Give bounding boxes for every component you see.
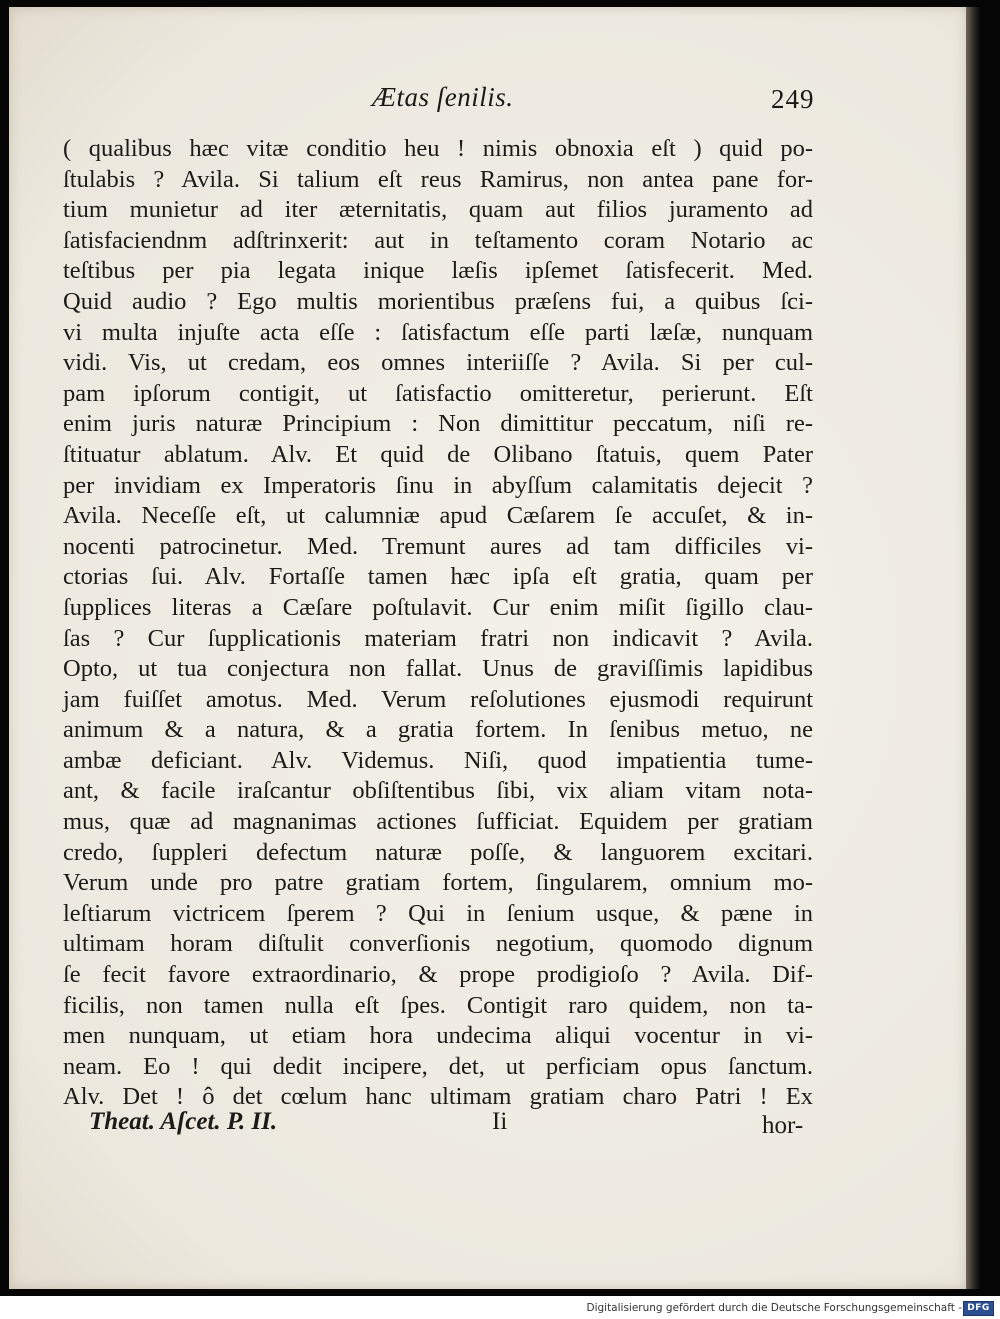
text-line: tium munietur ad iter æternitatis, quam aut filios juramento ad — [63, 196, 813, 224]
body-text — [63, 134, 813, 1113]
text-line: Alv. Det ! ô det cœlum hanc ultimam gratiam charo Patri ! Ex — [63, 1083, 813, 1111]
page-edge — [966, 7, 980, 1289]
text-line: nocenti patrocinetur. Med. Tremunt aures ad tam difficiles vi- — [63, 532, 813, 560]
text-line: ſtituatur ablatum. Alv. Et quid de Olibano ſtatuis, quem Pater — [63, 440, 813, 468]
text-line: ſe fecit favore extraordinario, & prope prodigioſo ? Avila. Dif- — [63, 961, 813, 989]
text-line: pam ipſorum contigit, ut ſatisfactio omitteretur, perierunt. Eſt — [63, 379, 813, 407]
text-line: Verum unde pro patre gratiam fortem, ſingularem, omnium mo- — [63, 869, 813, 897]
text-line: ficilis, non tamen nulla eſt ſpes. Contigit raro quidem, non ta- — [63, 991, 813, 1019]
text-line: Quid audio ? Ego multis morientibus præſens fui, a quibus ſci- — [63, 287, 813, 315]
text-line: enim juris naturæ Principium : Non dimittitur peccatum, niſi re- — [63, 410, 813, 438]
text-line: neam. Eo ! qui dedit incipere, det, ut perficiam opus ſanctum. — [63, 1052, 813, 1080]
text-line: ambæ deficiant. Alv. Videmus. Niſi, quod impatientia tume- — [63, 746, 813, 774]
text-line: men nunquam, ut etiam hora undecima aliqui vocentur in vi- — [63, 1022, 813, 1050]
signature-mark: Theat. Aſcet. P. II. — [89, 1108, 278, 1135]
text-line: ſas ? Cur ſupplicationis materiam fratri non indicavit ? Avila. — [63, 624, 813, 652]
text-line: ctorias ſui. Alv. Fortaſſe tamen hæc ipſa eſt gratia, quam per — [63, 563, 813, 591]
catchword: hor- — [762, 1112, 804, 1139]
text-line: mus, quæ ad magnanimas actiones ſufficiat. Equidem per gratiam — [63, 808, 813, 836]
text-line: per invidiam ex Imperatoris ſinu in abyſſum calamitatis dejecit ? — [63, 471, 813, 499]
text-line: teſtibus per pia legata inique læſis ipſemet ſatisfecerit. Med. — [63, 257, 813, 285]
text-line: credo, ſuppleri defectum naturæ poſſe, & languorem excitari. — [63, 838, 813, 866]
text-line: vi multa injuſte acta eſſe : ſatisfactum eſſe parti læſæ, nunquam — [63, 318, 813, 346]
text-line: vidi. Vis, ut credam, eos omnes interiiſſe ? Avila. Si per cul- — [63, 349, 813, 377]
funding-credit: Digitalisierung gefördert durch die Deutsche Forschungsgemeinschaft - — [586, 1302, 962, 1314]
gathering-mark: Ii — [492, 1108, 508, 1135]
text-line: ( qualibus hæc vitæ conditio heu ! nimis obnoxia eſt ) quid po- — [63, 135, 813, 162]
text-line: ultimam horam diſtulit converſionis negotium, quomodo dignum — [63, 930, 813, 958]
text-line: animum & a natura, & a gratia fortem. In ſenibus metuo, ne — [63, 716, 813, 744]
text-line: jam fuiſſet amotus. Med. Verum reſolutiones ejusmodi requirunt — [63, 685, 813, 713]
running-head: Ætas ſenilis. — [372, 82, 514, 112]
text-line: Opto, ut tua conjectura non fallat. Unus de graviſſimis lapidibus — [63, 655, 813, 683]
text-line: ſupplices literas a Cæſare poſtulavit. Cur enim miſit ſigillo clau- — [63, 593, 813, 621]
text-line: Avila. Neceſſe eſt, ut calumniæ apud Cæſarem ſe accuſet, & in- — [63, 502, 813, 530]
dfg-logo-icon: DFG — [963, 1301, 994, 1316]
text-line: ſtulabis ? Avila. Si talium eſt reus Ramirus, non antea pane for- — [63, 165, 813, 193]
text-line: leſtiarum victricem ſperem ? Qui in ſenium usque, & pæne in — [63, 899, 813, 927]
text-line: ant, & facile iraſcantur obſiſtentibus ſibi, vix aliam vitam nota- — [63, 777, 813, 805]
page-number: 249 — [771, 84, 815, 114]
text-line: ſatisfaciendnm adſtrinxerit: aut in teſtamento coram Notario ac — [63, 226, 813, 254]
